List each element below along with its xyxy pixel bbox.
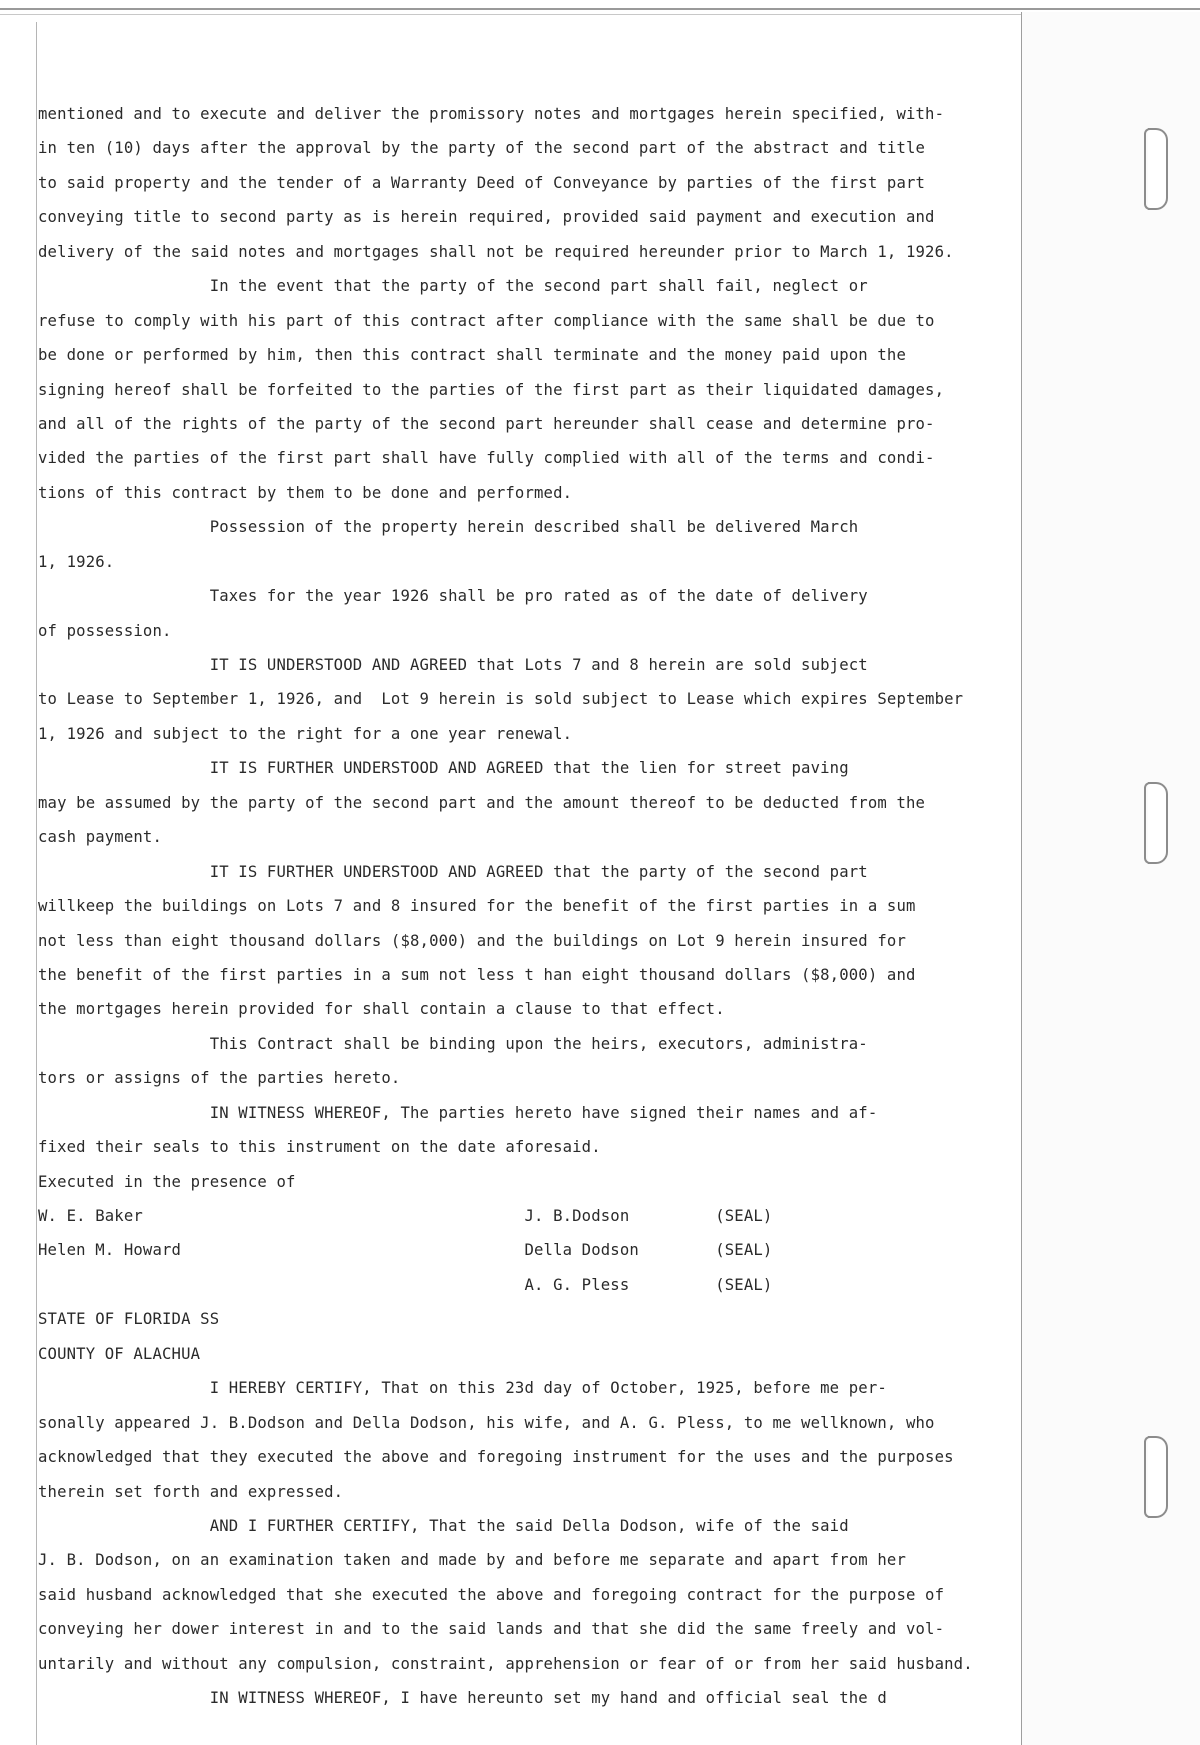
text-line: to Lease to September 1, 1926, and Lot 9 herein is sold subject to Lease which expires September (38, 690, 964, 709)
text-line: tions of this contract by them to be done and performed. (38, 483, 573, 502)
signature-line: A. G. Pless (SEAL) (38, 1275, 773, 1294)
text-line: willkeep the buildings on Lots 7 and 8 insured for the benefit of the first parties in a sum (38, 897, 916, 916)
text-line: This Contract shall be binding upon the heirs, executors, administra- (38, 1034, 868, 1053)
text-line: I HEREBY CERTIFY, That on this 23d day of October, 1925, before me per- (38, 1379, 887, 1398)
page-top-rule (0, 8, 1200, 15)
signature-line: W. E. Baker J. B.Dodson (SEAL) (38, 1207, 773, 1225)
document-body (38, 97, 1158, 1716)
text-line: cash payment. (38, 828, 162, 847)
text-line: COUNTY OF ALACHUA (38, 1344, 201, 1363)
text-line: in ten (10) days after the approval by the party of the second part of the abstract and title (38, 139, 926, 158)
text-line: 1, 1926 and subject to the right for a one year renewal. (38, 724, 573, 743)
text-line: signing hereof shall be forfeited to the parties of the first part as their liquidated damages, (38, 380, 945, 399)
text-line: refuse to comply with his part of this contract after compliance with the same shall be due to (38, 311, 935, 330)
text-line: 1, 1926. (38, 552, 115, 571)
text-line: conveying her dower interest in and to the said lands and that she did the same freely and vol- (38, 1620, 945, 1639)
text-line: vided the parties of the first part shall have fully complied with all of the terms and condi- (38, 449, 935, 468)
text-line: In the event that the party of the second part shall fail, neglect or (38, 277, 868, 296)
text-line: J. B. Dodson, on an examination taken and made by and before me separate and apart from her (38, 1551, 906, 1570)
text-line: the mortgages herein provided for shall contain a clause to that effect. (38, 1000, 725, 1019)
text-line: may be assumed by the party of the second part and the amount thereof to be deducted from the (38, 793, 926, 812)
text-line: IT IS FURTHER UNDERSTOOD AND AGREED that the party of the second part (38, 862, 868, 881)
text-line: the benefit of the first parties in a sum not less t han eight thousand dollars ($8,000) and (38, 965, 916, 984)
text-line: delivery of the said notes and mortgages shall not be required hereunder prior to March 1, 1926. (38, 242, 954, 261)
text-line: mentioned and to execute and deliver the promissory notes and mortgages herein specified, with- (38, 105, 945, 123)
text-line: IN WITNESS WHEREOF, The parties hereto have signed their names and af- (38, 1103, 878, 1122)
text-line: IN WITNESS WHEREOF, I have hereunto set my hand and official seal the d (38, 1689, 887, 1708)
text-line: therein set forth and expressed. (38, 1482, 344, 1501)
text-line: said husband acknowledged that she executed the above and foregoing contract for the purpose of (38, 1585, 945, 1604)
text-line: and all of the rights of the party of the second part hereunder shall cease and determine pro- (38, 414, 935, 433)
text-line: conveying title to second party as is herein required, provided said payment and execution and (38, 208, 935, 227)
text-line: AND I FURTHER CERTIFY, That the said Della Dodson, wife of the said (38, 1516, 849, 1535)
text-line: IT IS FURTHER UNDERSTOOD AND AGREED that the lien for street paving (38, 759, 849, 778)
text-line: not less than eight thousand dollars ($8,000) and the buildings on Lot 9 herein insured for (38, 931, 906, 950)
text-line: Executed in the presence of (38, 1172, 296, 1191)
text-line: to said property and the tender of a Warranty Deed of Conveyance by parties of the first part (38, 173, 926, 192)
text-line: untarily and without any compulsion, constraint, apprehension or fear of or from her said husband. (38, 1654, 973, 1673)
text-line: sonally appeared J. B.Dodson and Della Dodson, his wife, and A. G. Pless, to me wellknown, who (38, 1413, 935, 1432)
text-line: Possession of the property herein described shall be delivered March (38, 518, 859, 537)
text-line: be done or performed by him, then this contract shall terminate and the money paid upon the (38, 346, 906, 365)
text-line: of possession. (38, 621, 172, 640)
text-line: acknowledged that they executed the above and foregoing instrument for the uses and the purposes (38, 1448, 954, 1467)
text-line: STATE OF FLORIDA SS (38, 1310, 220, 1329)
text-line: IT IS UNDERSTOOD AND AGREED that Lots 7 and 8 herein are sold subject (38, 656, 868, 674)
text-line: fixed their seals to this instrument on the date aforesaid. (38, 1138, 601, 1157)
text-line: tors or assigns of the parties hereto. (38, 1069, 401, 1088)
signature-line: Helen M. Howard Della Dodson (SEAL) (38, 1241, 773, 1260)
left-margin-rule (36, 22, 37, 1745)
text-line: Taxes for the year 1926 shall be pro rated as of the date of delivery (38, 587, 868, 606)
